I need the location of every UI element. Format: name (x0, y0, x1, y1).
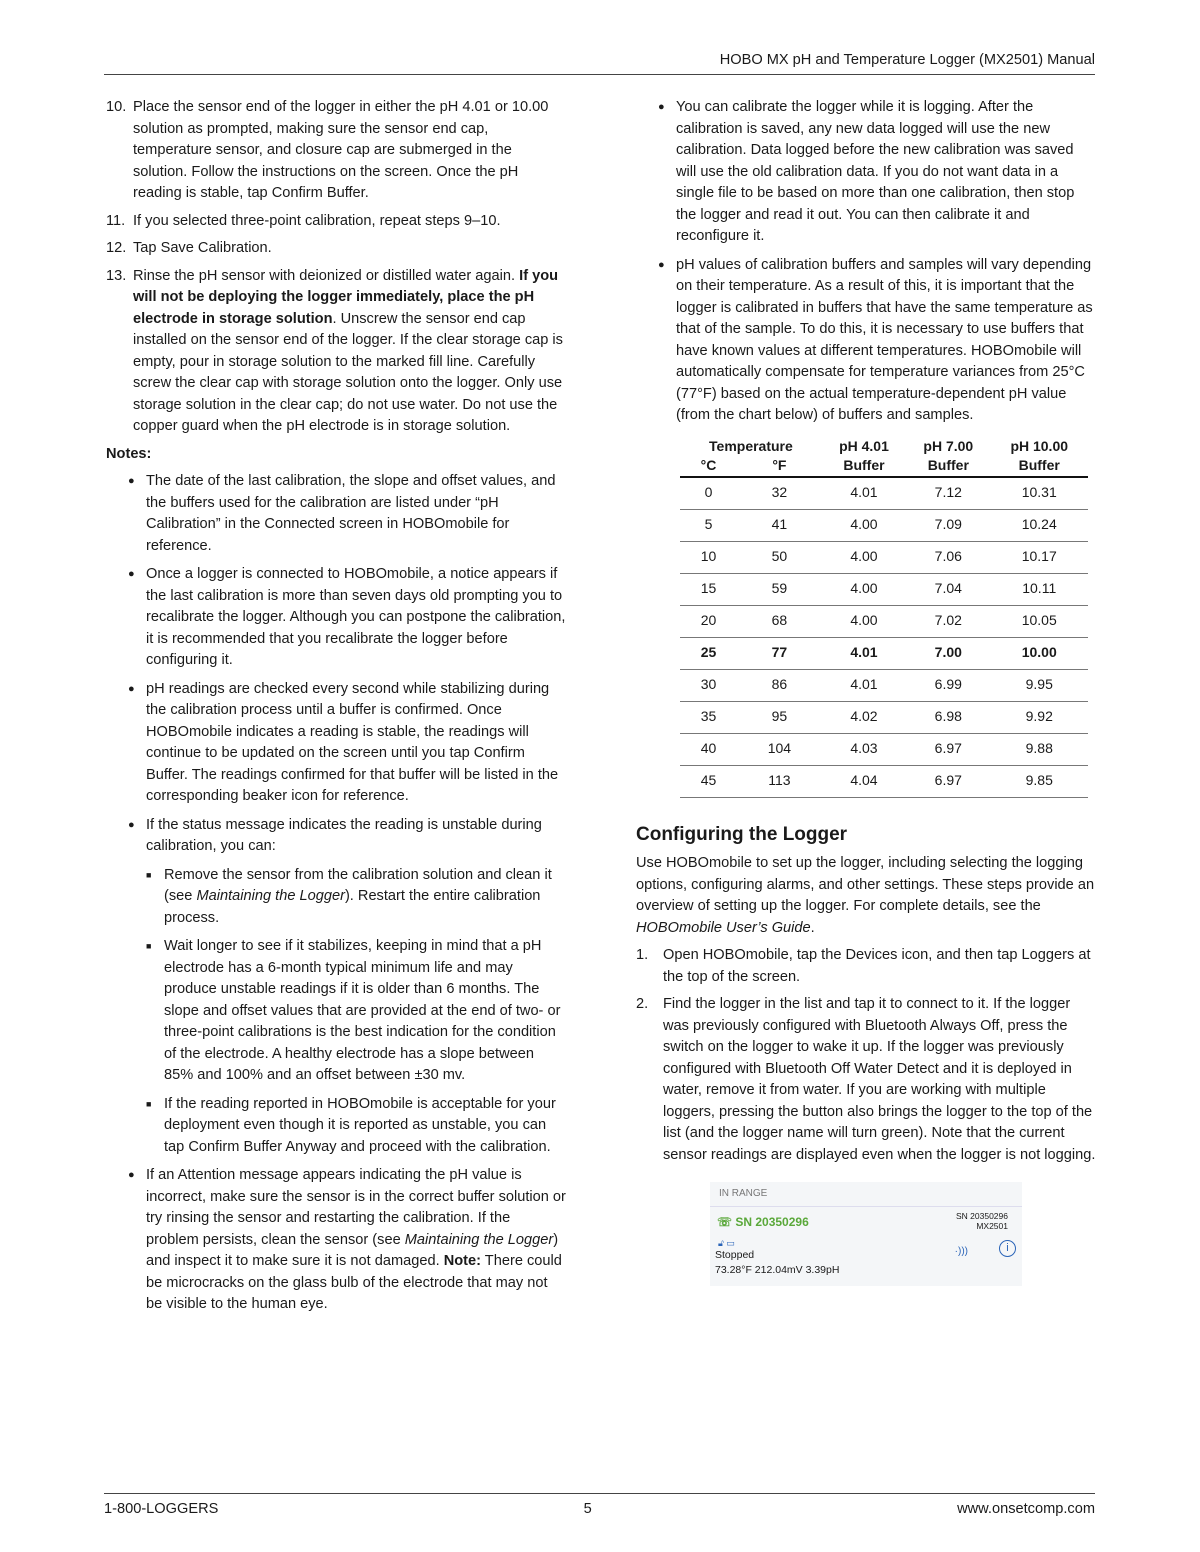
text-run: You can calibrate the logger while it is logging. After the calibration is saved, any new data logged will use the new calibration. Data logged before the new calibration was saved will use the old calibration data. If you do not want data in a single file to be based on more than one calibration, then stop the logger and read it out. You can then calibrate it and reconfigure it. (676, 99, 1075, 244)
table-cell: 41 (737, 509, 822, 541)
table-cell: 4.00 (822, 541, 906, 573)
table-cell: 113 (737, 765, 822, 797)
text-run: Find the logger in the list and tap it to connect to it. If the logger was previously configured with Bluetooth Always Off, press the switch on the logger to wake it up. If the logger was previously configured with Bluetooth Off Water Detect and it is deployed in water, remove it from water. If you are working with multiple loggers, pressing the button also brings the logger to the top of the list (and the logger name will turn green). Note that the current sensor readings are displayed even when the logger is not logging. (663, 996, 1096, 1163)
right-column (636, 97, 1096, 1286)
table-cell: 7.09 (906, 509, 990, 541)
table-cell: 10.05 (990, 605, 1088, 637)
table-cell: 7.06 (906, 541, 990, 573)
table-header: °F (737, 456, 822, 477)
text-run: Rinse the pH sensor with deionized or distilled water again. (133, 267, 520, 284)
logger-icon: ☏ (717, 1215, 736, 1229)
text-run: . (810, 919, 815, 936)
table-cell: 6.97 (906, 765, 990, 797)
bullet-icon: ● (658, 101, 665, 113)
step-number: 2. (636, 996, 649, 1012)
paragraph (636, 853, 1096, 939)
table-cell: 40 (680, 733, 737, 765)
text-run: There could be microcracks on the glass bulb of the electrode that may not be visible to the human eye. (146, 1253, 562, 1312)
numbered-step (636, 994, 1096, 1166)
logger-serial: SN 20350296 MX2501 (956, 1211, 1008, 1231)
table-cell: 9.92 (990, 701, 1088, 733)
bullet-icon: ● (128, 818, 135, 831)
bullet-item (128, 679, 566, 808)
table-header: pH 7.00 (923, 437, 974, 454)
bullet-icon: ● (128, 682, 135, 695)
table-row (680, 765, 1088, 797)
text-run: If you selected three-point calibration, repeat steps 9–10. (133, 212, 501, 229)
bullet-icon: ● (128, 475, 135, 487)
text-run: Maintaining the Logger (404, 1231, 554, 1248)
step-number: 13. (106, 267, 127, 284)
numbered-step (106, 238, 566, 260)
table-cell: 7.04 (906, 573, 990, 605)
bullet-icon: ■ (146, 941, 152, 951)
text-run: Once a logger is connected to HOBOmobile, a notice appears if the last calibration is more than seven days old prompting you to recalibrate the logger. Although you can postpone the calibration, it is recommended that you recalibrate the logger before configuring it. (146, 566, 566, 668)
table-cell: 10.11 (990, 573, 1088, 605)
bullet-item (128, 564, 566, 672)
bullet-icon: ● (128, 1169, 135, 1181)
table-header: Buffer (990, 456, 1088, 477)
table-cell: 95 (737, 701, 822, 733)
numbered-step (106, 266, 566, 438)
page-footer (104, 1493, 1095, 1521)
info-icon: i (999, 1240, 1016, 1257)
table-cell: 6.97 (906, 733, 990, 765)
table-row (680, 701, 1088, 733)
table-row (680, 509, 1088, 541)
page-number: 5 (583, 1501, 592, 1517)
table-cell: 25 (680, 637, 737, 669)
text-run: Wait longer to see if it stabilizes, keeping in mind that a pH electrode has a 6-month typical minimum life and may produce unstable readings if it is older than 6 months. The slope and offset values that are provided at the end of two- or three-point calibrations is the best indication for the condition of the electrode. A healthy electrode has a slope between 85% and 100% and an offset between ±30 mv. (164, 938, 561, 1083)
step-number: 12. (106, 240, 127, 256)
table-row (680, 573, 1088, 605)
table-cell: 104 (737, 733, 822, 765)
bullet-item (128, 1165, 566, 1316)
numbered-step (106, 97, 566, 205)
unlock-icon: 🔓︎ (718, 1238, 724, 1248)
footer-phone: 1-800-LOGGERS (104, 1501, 219, 1517)
table-cell: 10.00 (990, 637, 1088, 669)
table-row (680, 541, 1088, 573)
bullet-icon: ● (128, 568, 135, 580)
step-number: 1. (636, 947, 649, 963)
table-cell: 4.03 (822, 733, 906, 765)
table-cell: 20 (680, 605, 737, 637)
text-run: If an Attention message appears indicating the pH value is incorrect, make sure the sensor is in the correct buffer solution or try rinsing the sensor and restarting the calibration. If the problem persists, clean the sensor (see (146, 1167, 566, 1248)
table-header: pH 4.01 (839, 437, 889, 454)
bullet-item (146, 865, 566, 930)
bullet-item (146, 936, 566, 1087)
table-cell: 6.98 (906, 701, 990, 733)
table-cell: 9.88 (990, 733, 1088, 765)
text-run: Open HOBOmobile, tap the Devices icon, and then tap Loggers at the top of the screen. (663, 947, 1091, 985)
table-cell: 59 (737, 573, 822, 605)
table-cell: 32 (737, 477, 822, 510)
table-cell: 50 (737, 541, 822, 573)
paragraph (106, 444, 566, 466)
table-cell: 4.02 (822, 701, 906, 733)
footer-website: www.onsetcomp.com (957, 1501, 1095, 1517)
text-run: Tap Save Calibration. (133, 240, 272, 256)
table-cell: 7.02 (906, 605, 990, 637)
table-cell: 4.01 (822, 477, 906, 510)
text-run: If you will not be deploying the logger immediately, place the pH electrode in storage solution (133, 267, 559, 327)
table-cell: 9.85 (990, 765, 1088, 797)
text-run: Maintaining the Logger (196, 888, 345, 904)
text-run: pH readings are checked every second while stabilizing during the calibration process until a buffer is confirmed. Once HOBOmobile indicates a reading is stable, the readings will continue to be updated on the screen until you tap Confirm Buffer. The readings confirmed for that buffer will be listed in the corresponding beaker icon for reference. (146, 680, 559, 804)
app-screenshot-logger-list (710, 1182, 1022, 1286)
text-run: Use HOBOmobile to set up the logger, including selecting the logging options, configuring alarms, and other settings. These steps provide an overview of setting up the logger. For complete details, see the (636, 855, 1095, 914)
text-run: ). Restart the entire calibration process. (164, 888, 541, 926)
bullet-icon: ● (658, 258, 665, 271)
battery-icon: ▭ (726, 1238, 735, 1248)
text-run: Note: (443, 1253, 482, 1269)
table-cell: 35 (680, 701, 737, 733)
table-cell: 10.24 (990, 509, 1088, 541)
table-cell: 5 (680, 509, 737, 541)
table-cell: 10 (680, 541, 737, 573)
table-cell: 10.17 (990, 541, 1088, 573)
bullet-item (658, 255, 1096, 427)
text-run: pH values of calibration buffers and samples will vary depending on their temperature. As a result of this, it is important that the logger is calibrated in buffers that have the same temperature as that of the sample. To do this, it is necessary to use buffers that have known values at different temperatures. HOBOmobile will automatically compensate for temperature variances from 25°C (77°F) based on the actual temperature-dependent pH value (from the chart below) of buffers and samples. (676, 256, 1093, 423)
table-row (680, 733, 1088, 765)
table-cell: 4.00 (822, 605, 906, 637)
numbered-step (106, 211, 566, 233)
list-section-header: IN RANGE (710, 1182, 1022, 1207)
text-run: If the reading reported in HOBOmobile is acceptable for your deployment even though it is reported as unstable, you can tap Confirm Buffer Anyway and proceed with the calibration. (164, 1095, 556, 1155)
logger-name: ☏ SN 20350296 (717, 1215, 809, 1229)
table-cell: 30 (680, 669, 737, 701)
table-cell: 4.01 (822, 669, 906, 701)
text-run: ) and inspect it to make sure it is not damaged. (146, 1231, 559, 1269)
table-cell: 10.31 (990, 477, 1088, 510)
signal-icon: ·))) (954, 1246, 968, 1257)
bullet-icon: ■ (146, 1098, 152, 1109)
table-cell: 6.99 (906, 669, 990, 701)
text-run: Notes: (106, 445, 152, 462)
table-row (680, 637, 1088, 669)
table-cell: 77 (737, 637, 822, 669)
numbered-step (636, 945, 1096, 988)
bullet-icon: ■ (146, 869, 152, 880)
table-cell: 45 (680, 765, 737, 797)
table-header: pH 10.00 (1010, 437, 1069, 454)
text-run: Place the sensor end of the logger in either the pH 4.01 or 10.00 solution as prompted, making sure the sensor end cap, temperature sensor, and closure cap are submerged in the solution. Follow the instructions on the screen. Once the pH reading is stable, tap Confirm Buffer. (133, 99, 549, 201)
bullet-item (128, 471, 566, 557)
table-header: Buffer (822, 456, 906, 477)
left-column (106, 97, 566, 1323)
table-row (680, 477, 1088, 510)
table-row (680, 669, 1088, 701)
bullet-item (658, 97, 1096, 248)
step-number: 11. (106, 212, 126, 229)
text-run: Remove the sensor from the calibration solution and clean it (see (164, 866, 552, 904)
table-cell: 15 (680, 573, 737, 605)
page-header: HOBO MX pH and Temperature Logger (MX2501) Manual (104, 50, 1095, 75)
table-cell: 4.00 (822, 573, 906, 605)
table-row (680, 605, 1088, 637)
table-cell: 86 (737, 669, 822, 701)
text-run: . Unscrew the sensor end cap installed on the sensor end of the logger. If the clear storage cap is empty, pour in storage solution to the marked fill line. Carefully screw the clear cap with storage solution onto the logger. Only use storage solution in the clear cap; do not use water. Do not use the copper guard when the pH electrode is in storage solution. (133, 310, 563, 434)
table-cell: 4.00 (822, 509, 906, 541)
text-run: HOBOmobile User’s Guide (636, 919, 811, 936)
table-cell: 68 (737, 605, 822, 637)
table-cell: 4.04 (822, 765, 906, 797)
table-cell: 4.01 (822, 637, 906, 669)
table-cell: 7.00 (906, 637, 990, 669)
section-heading: Configuring the Logger (636, 823, 848, 845)
table-cell: 0 (680, 477, 737, 510)
text-run: The date of the last calibration, the slope and offset values, and the buffers used for the calibration are listed under “pH Calibration” in the Connected screen in HOBOmobile for reference. (146, 473, 556, 554)
table-header: Temperature (709, 437, 793, 454)
bullet-item (146, 1094, 566, 1159)
bullet-item (128, 815, 566, 858)
logger-status: Stopped 73.28°F 212.04mV 3.39pH (715, 1249, 840, 1276)
text-run: If the status message indicates the reading is unstable during calibration, you can: (146, 816, 542, 854)
table-header: °C (680, 456, 737, 477)
step-number: 10. (106, 99, 127, 115)
table-header: Buffer (906, 456, 990, 477)
table-cell: 7.12 (906, 477, 990, 510)
table-cell: 9.95 (990, 669, 1088, 701)
buffer-temperature-table (680, 437, 1088, 798)
